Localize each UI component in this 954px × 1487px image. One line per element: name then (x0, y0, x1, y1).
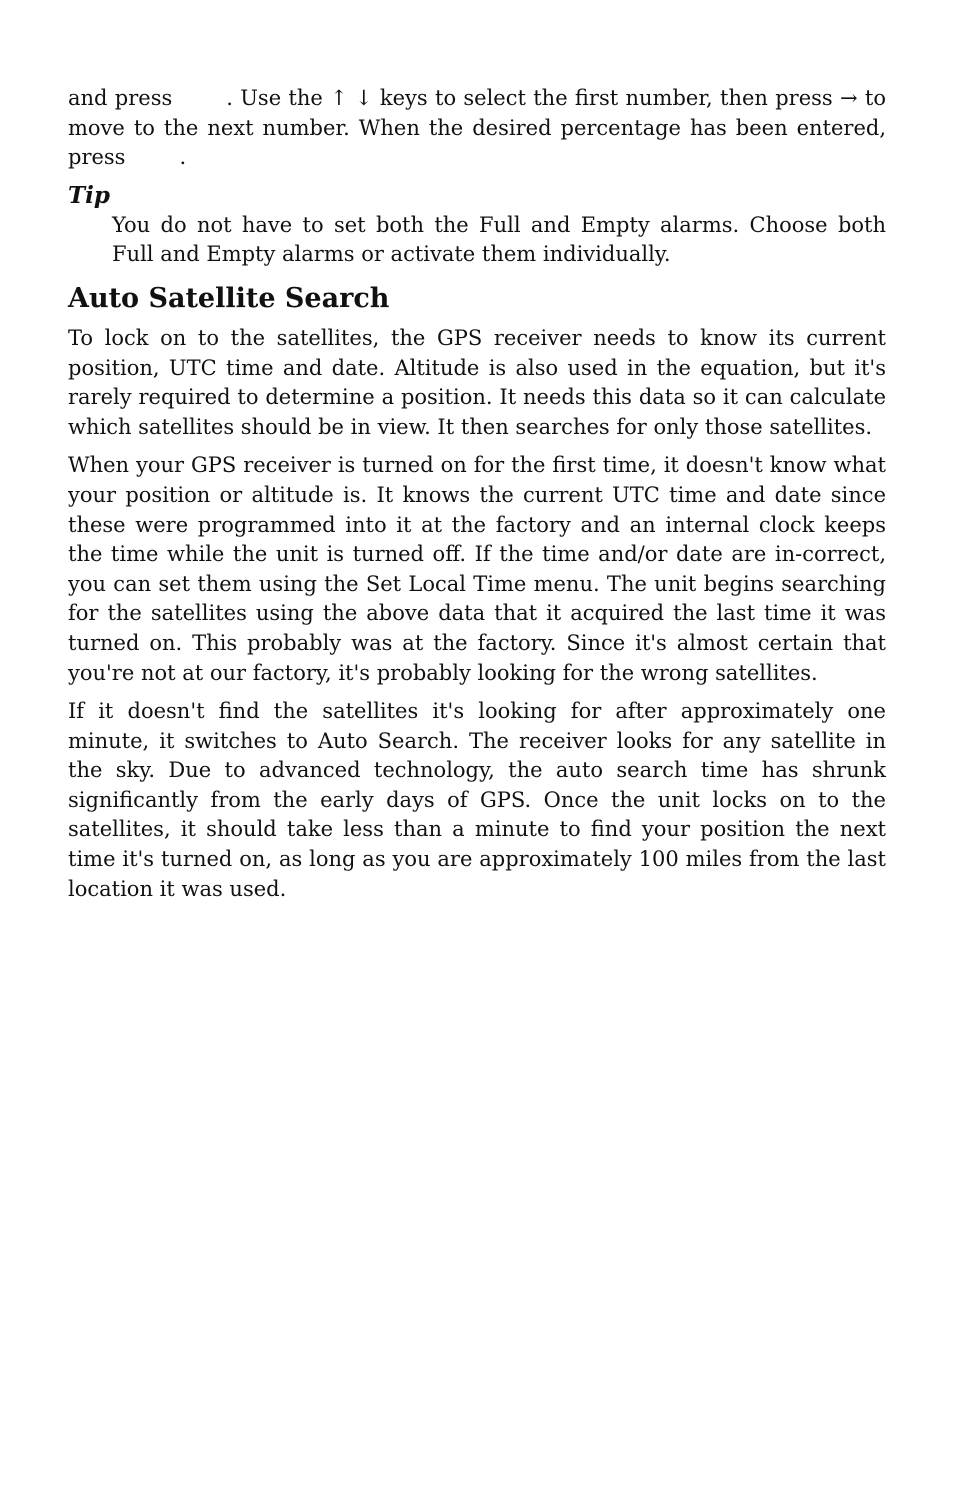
section-paragraph-1: To lock on to the satellites, the GPS receiver needs to know its current position, UTC time and date. Altitude is also used in the equation, but it's rarely required to determine a position. It needs this data so it can calculate which satellites should be in view. It then searches for only those satellites. (68, 325, 886, 439)
document-page (68, 84, 886, 913)
intro-text-3: . (179, 145, 187, 170)
section-heading: Auto Satellite Search (68, 282, 390, 314)
tip-title: Tip (68, 181, 110, 209)
section-paragraph-3: If it doesn't find the satellites it's looking for after approximately one minute, it switches to Auto Search. The receiver looks for any satellite in the sky. Due to advanced technology, the auto search time has shrunk significantly from the early days of GPS. Once the unit locks on to the satellites, it should take less than a minute to find your position the next time it's turned on, as long as you are approximately 100 miles from the last location it was used. (68, 699, 886, 901)
section-paragraph-2: When your GPS receiver is turned on for the first time, it doesn't know what your position or altitude is. It knows the current UTC time and date since these were programmed into it at the factory and an internal clock keeps the time while the unit is turned off. If the time and/or date are in-correct, you can set them using the Set Local Time menu. The unit begins searching for the satellites using the above data that it acquired the last time it was turned on. This probably was at the factory. Since it's almost certain that you're not at our factory, it's probably looking for the wrong satellites. (68, 453, 886, 685)
intro-paragraph (68, 84, 886, 173)
intro-text-2: . Use the ↑ ↓ keys to select the first number, then press → to move to the next number. When the desired percentage has been entered, press (68, 86, 886, 170)
intro-text-1: and press (68, 86, 173, 110)
tip-body: You do not have to set both the Full and Empty alarms. Choose both Full and Empty alarms or activate them individually. (112, 212, 886, 267)
